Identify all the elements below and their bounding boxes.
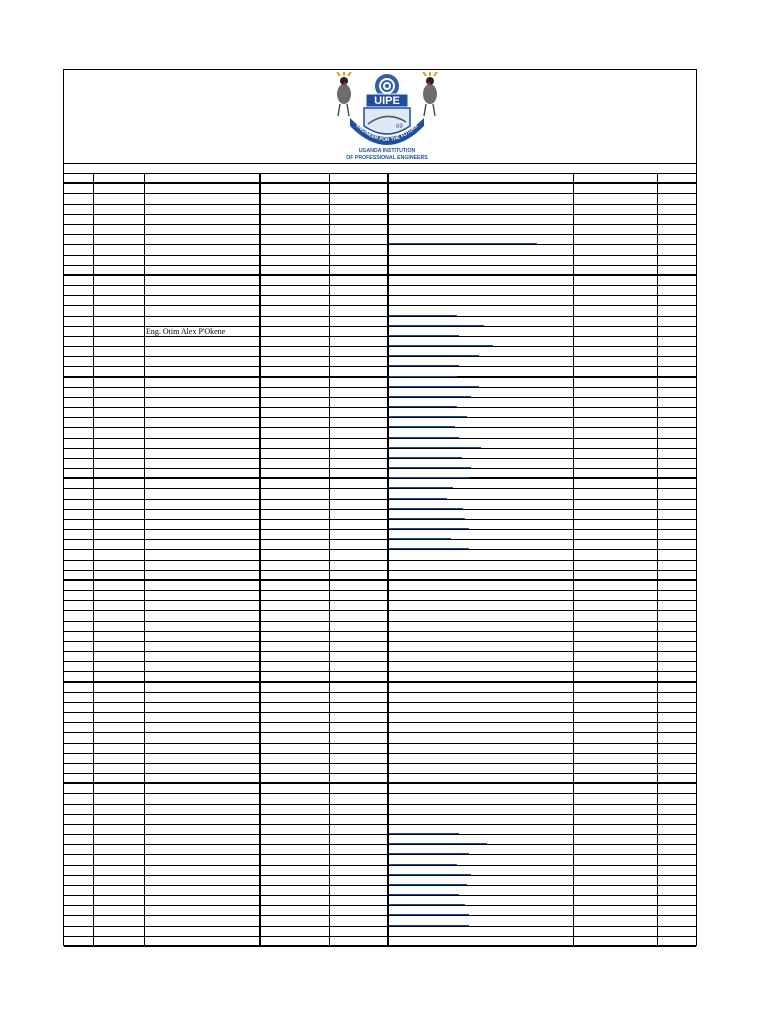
table-row <box>64 408 696 418</box>
table-row <box>64 378 696 388</box>
table-row <box>64 581 696 591</box>
email-link[interactable] <box>389 538 451 539</box>
email-link[interactable] <box>389 904 465 905</box>
column-divider <box>573 174 574 947</box>
email-link[interactable] <box>389 518 465 519</box>
logo-motto: ENGINEER FOR THE FUTURE <box>354 122 420 144</box>
member-name-cell: Eng. Otim Alex P'Okene <box>146 326 226 336</box>
table-row <box>64 337 696 347</box>
table-row <box>64 520 696 530</box>
table-row <box>64 418 696 428</box>
column-divider <box>93 174 94 947</box>
table-row <box>64 733 696 743</box>
table-row <box>64 906 696 916</box>
table-row <box>64 317 696 327</box>
email-link[interactable] <box>389 487 453 488</box>
column-divider <box>657 174 658 947</box>
table-row <box>64 825 696 835</box>
table-row <box>64 530 696 540</box>
email-link[interactable] <box>389 437 459 438</box>
table-row <box>64 855 696 865</box>
logo-year: 69 <box>396 124 403 130</box>
table-row <box>64 571 696 581</box>
org-name-line1: UGANDA INSTITUTION <box>358 148 416 154</box>
email-link[interactable] <box>389 853 469 854</box>
table-row <box>64 713 696 723</box>
email-link[interactable] <box>389 864 457 865</box>
email-link[interactable] <box>389 843 487 844</box>
document-header <box>64 70 696 164</box>
email-link[interactable] <box>389 477 469 478</box>
column-divider <box>259 174 261 947</box>
table-row <box>64 266 696 276</box>
table-row <box>64 398 696 408</box>
table-row <box>64 357 696 367</box>
table-row <box>64 439 696 449</box>
uipe-logo <box>326 72 448 162</box>
email-link[interactable] <box>389 528 469 529</box>
table-row <box>64 215 696 225</box>
table-row <box>64 296 696 306</box>
table-row <box>64 235 696 245</box>
email-link[interactable] <box>389 457 462 458</box>
email-link[interactable] <box>389 376 457 377</box>
table-row <box>64 276 696 286</box>
table-row <box>64 703 696 713</box>
table-row <box>64 805 696 815</box>
email-link[interactable] <box>389 325 484 326</box>
table-row <box>64 622 696 632</box>
table-row <box>64 886 696 896</box>
email-link[interactable] <box>389 508 463 509</box>
table-row <box>64 927 696 937</box>
table-row <box>64 601 696 611</box>
table-row <box>64 652 696 662</box>
email-link[interactable] <box>389 243 537 244</box>
table-row <box>64 286 696 296</box>
table-row <box>64 510 696 520</box>
column-divider <box>387 174 389 947</box>
table-row <box>64 693 696 703</box>
email-link[interactable] <box>389 894 459 895</box>
email-link[interactable] <box>389 365 459 366</box>
right-crane-emblem <box>422 72 438 116</box>
table-row <box>64 561 696 571</box>
table-row <box>64 449 696 459</box>
table-row <box>64 591 696 601</box>
org-name-line2: OF PROFESSIONAL ENGINEERS <box>346 155 428 161</box>
table-row <box>64 835 696 845</box>
table-row <box>64 225 696 235</box>
table-row <box>64 428 696 438</box>
table-row <box>64 784 696 794</box>
table-row <box>64 164 696 174</box>
email-link[interactable] <box>389 874 471 875</box>
table-row <box>64 479 696 489</box>
email-link[interactable] <box>389 355 479 356</box>
table-row <box>64 662 696 672</box>
table-row <box>64 845 696 855</box>
email-link[interactable] <box>389 833 459 834</box>
table-row <box>64 174 696 184</box>
table-row <box>64 540 696 550</box>
table-row <box>64 306 696 316</box>
email-link[interactable] <box>389 386 479 387</box>
table-row <box>64 723 696 733</box>
table-row <box>64 184 696 194</box>
table-row <box>64 195 696 205</box>
email-link[interactable] <box>389 406 457 407</box>
table-row <box>64 489 696 499</box>
table-row <box>64 896 696 906</box>
email-link[interactable] <box>389 884 467 885</box>
table-row <box>64 367 696 377</box>
email-link[interactable] <box>389 548 469 549</box>
table-row <box>64 916 696 926</box>
table-row <box>64 866 696 876</box>
table-row <box>64 672 696 682</box>
table-row <box>64 876 696 886</box>
spreadsheet-page <box>63 69 697 946</box>
table-row <box>64 774 696 784</box>
table-row <box>64 469 696 479</box>
email-link[interactable] <box>389 447 481 448</box>
table-row <box>64 459 696 469</box>
table-row <box>64 683 696 693</box>
table-row <box>64 754 696 764</box>
email-link[interactable] <box>389 396 471 397</box>
email-link[interactable] <box>389 925 469 926</box>
table-row <box>64 937 696 947</box>
email-link[interactable] <box>389 315 457 316</box>
email-link[interactable] <box>389 335 459 336</box>
table-row <box>64 642 696 652</box>
table-row <box>64 500 696 510</box>
table-row <box>64 388 696 398</box>
table-row <box>64 550 696 560</box>
table-row <box>64 632 696 642</box>
table-row <box>64 256 696 266</box>
table-row <box>64 347 696 357</box>
table-row <box>64 764 696 774</box>
email-link[interactable] <box>389 416 467 417</box>
email-link[interactable] <box>389 498 447 499</box>
logo-acronym: UIPE <box>374 95 400 107</box>
column-divider <box>144 174 145 947</box>
table-row <box>64 794 696 804</box>
data-table <box>64 164 696 947</box>
email-link[interactable] <box>389 467 471 468</box>
table-row <box>64 815 696 825</box>
table-row <box>64 245 696 255</box>
email-link[interactable] <box>389 426 455 427</box>
table-row <box>64 611 696 621</box>
column-divider <box>329 174 330 947</box>
email-link[interactable] <box>389 345 493 346</box>
table-row <box>64 744 696 754</box>
email-link[interactable] <box>389 914 469 915</box>
table-row <box>64 205 696 215</box>
left-crane-emblem <box>336 72 352 116</box>
